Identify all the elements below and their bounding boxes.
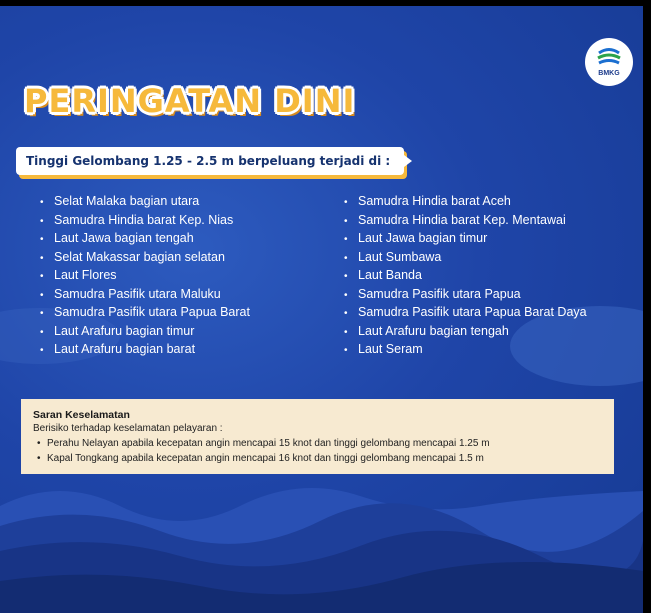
warning-poster xyxy=(0,6,643,613)
area-item: • Laut Arafuru bagian timur xyxy=(40,322,250,341)
area-item: • Laut Seram xyxy=(344,340,587,359)
bmkg-logo-icon xyxy=(585,38,633,86)
safety-description: Berisiko terhadap keselamatan pelayaran : xyxy=(33,423,223,434)
area-item: • Samudra Pasifik utara Papua Barat xyxy=(40,303,250,322)
area-item: • Laut Flores xyxy=(40,266,250,285)
area-item: • Samudra Pasifik utara Papua Barat Daya xyxy=(344,303,587,322)
banner-text: Tinggi Gelombang 1.25 - 2.5 m berpeluang terjadi di : xyxy=(26,154,391,168)
safety-item: • Kapal Tongkang apabila kecepatan angin mencapai 16 knot dan tinggi gelombang mencapai 1.5 m xyxy=(33,451,602,466)
area-item: • Samudra Hindia barat Aceh xyxy=(344,192,587,211)
area-item: • Samudra Pasifik utara Papua xyxy=(344,285,587,304)
safety-list xyxy=(33,436,602,466)
area-list-right xyxy=(344,192,587,359)
logo-text: BMKG xyxy=(598,70,620,77)
wave-height-banner xyxy=(16,147,404,175)
area-item: • Laut Arafuru bagian tengah xyxy=(344,322,587,341)
area-item: • Laut Jawa bagian tengah xyxy=(40,229,250,248)
area-item: • Samudra Hindia barat Kep. Mentawai xyxy=(344,211,587,230)
area-item: • Samudra Hindia barat Kep. Nias xyxy=(40,211,250,230)
safety-title: Saran Keselamatan xyxy=(33,409,130,421)
area-item: • Samudra Pasifik utara Maluku xyxy=(40,285,250,304)
page-title: PERINGATAN DINI xyxy=(24,82,356,120)
area-item: • Laut Banda xyxy=(344,266,587,285)
area-item: • Selat Makassar bagian selatan xyxy=(40,248,250,267)
safety-item: • Perahu Nelayan apabila kecepatan angin mencapai 15 knot dan tinggi gelombang mencapai 1.25 m xyxy=(33,436,602,451)
area-item: • Laut Jawa bagian timur xyxy=(344,229,587,248)
area-item: • Selat Malaka bagian utara xyxy=(40,192,250,211)
area-list-left xyxy=(40,192,250,359)
area-item: • Laut Arafuru bagian barat xyxy=(40,340,250,359)
area-item: • Laut Sumbawa xyxy=(344,248,587,267)
safety-advice-panel xyxy=(21,399,614,474)
